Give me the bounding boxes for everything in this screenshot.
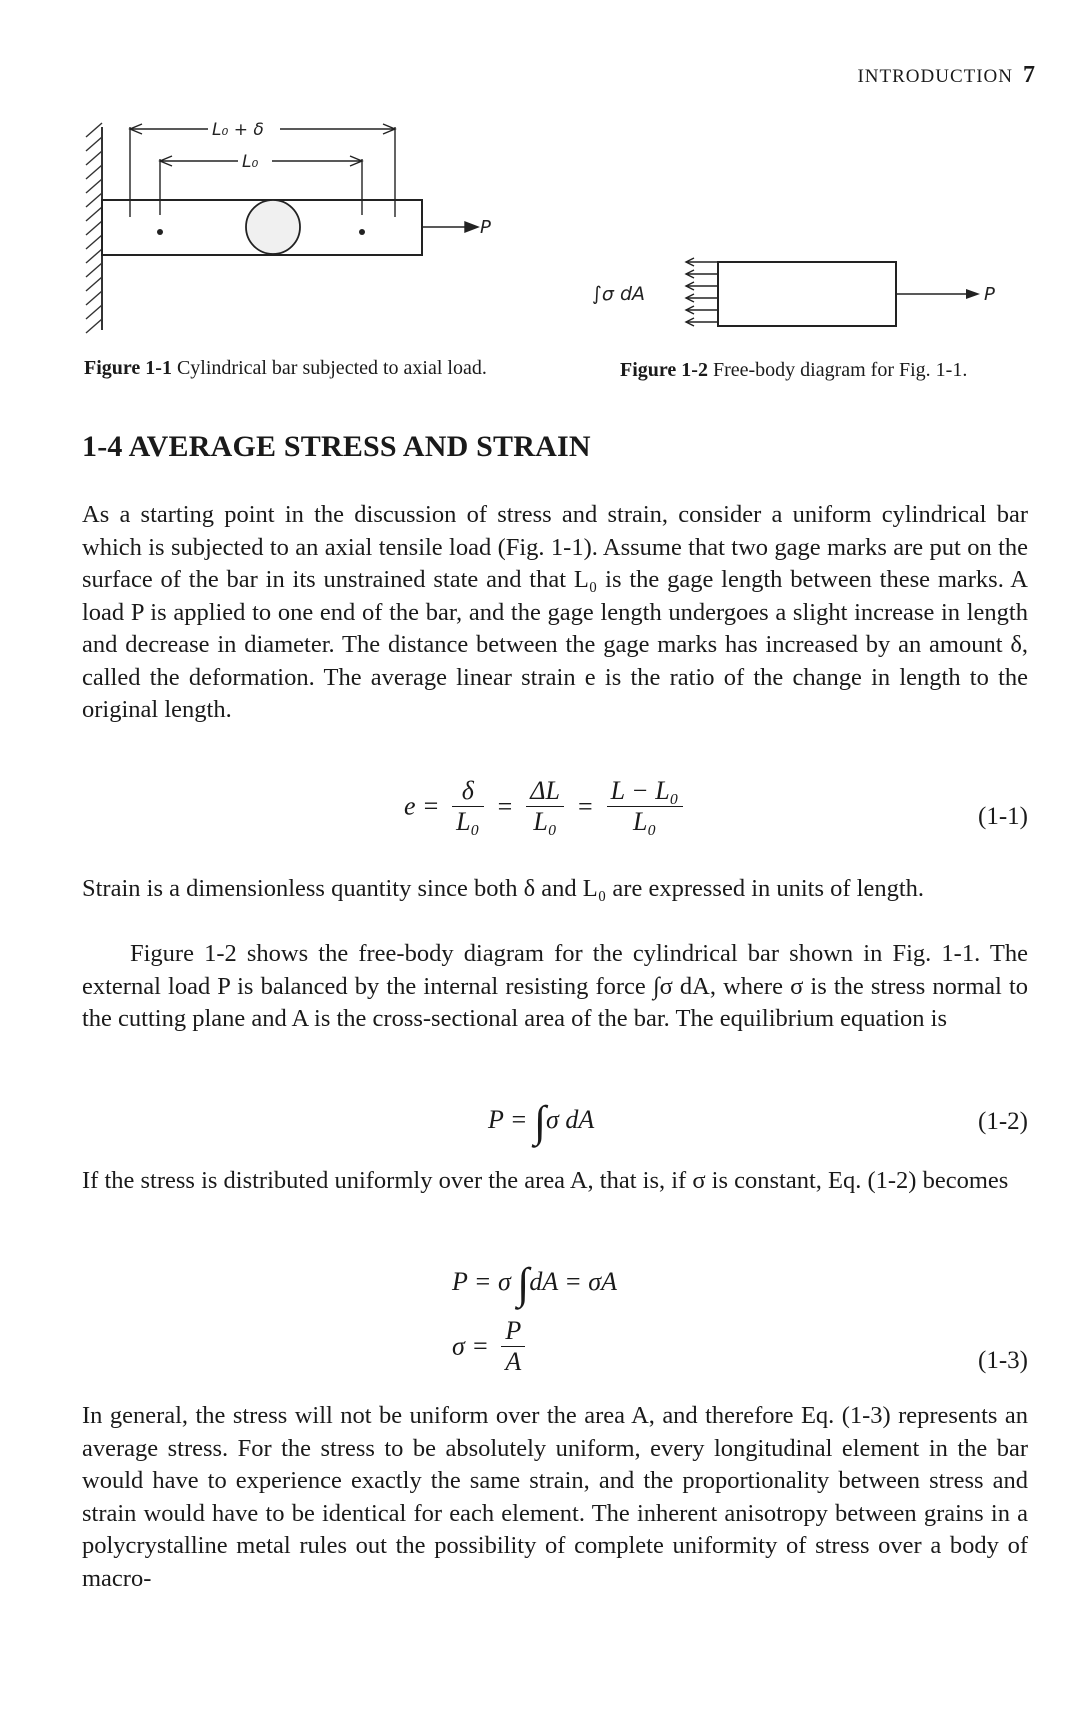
equation-1-3b: [452, 1316, 531, 1377]
eq1-fraction-2: [526, 776, 564, 837]
eq3b-lhs: σ =: [452, 1331, 489, 1361]
eq1-fraction-3: [607, 776, 683, 837]
eq3b-den: A: [505, 1347, 522, 1376]
eq2-integral-sign: ∫: [533, 1097, 547, 1146]
free-body-bar: [718, 262, 896, 326]
page-number: 7: [1023, 62, 1035, 88]
equation-number-1-3: (1-3): [978, 1347, 1028, 1374]
label-integral-sigma-da: ∫σ dA: [592, 283, 646, 305]
paragraph-3: Figure 1-2 shows the free-body diagram for the cylindrical bar shown in Fig. 1-1. The external load P is balanced by the internal resisting force ∫σ dA, where σ is the stress normal to the cutting plane and A is the cross-sectional area of the bar. The equilibrium equation is: [82, 940, 1028, 1032]
figure-1-1-caption-text: Cylindrical bar subjected to axial load.: [176, 357, 487, 379]
paragraph-1: As a starting point in the discussion of stress and strain, consider a uniform cylindrical bar which is subjected to an axial tensile load (Fig. 1-1). Assume that two gage marks are put on the surface of the bar in its unstrained state and that L₀ is the gage length between these marks. A load P is applied to one end of the bar, and the gage length undergoes a slight increase in length and decrease in diameter. The distance between the gage marks has increased by an amount δ, called the deformation. The average linear strain e is the ratio of the change in length to the original length.: [82, 501, 1028, 723]
internal-force-arrows: [686, 258, 718, 326]
label-load-p-2: P: [984, 284, 995, 305]
label-load-p: P: [480, 217, 491, 238]
eq3b-num: P: [501, 1316, 525, 1347]
paragraph-4: If the stress is distributed uniformly over the area A, that is, if σ is constant, Eq. (1-2) becomes: [82, 1167, 1009, 1194]
paragraph-2: Strain is a dimensionless quantity since both δ and L₀ are expressed in units of length.: [82, 875, 925, 902]
figure-1-2-caption: [620, 359, 967, 382]
eq1-f3-num: L − L₀: [607, 776, 683, 807]
figure-1-1-caption-label: Figure 1-1: [84, 357, 172, 379]
eq1-f1-den: L₀: [456, 807, 480, 836]
figure-1-2-caption-text: Free-body diagram for Fig. 1-1.: [712, 359, 968, 381]
eq1-f2-num: ΔL: [526, 776, 564, 807]
equation-1-3a: [452, 1258, 617, 1309]
equation-number-1-2: (1-2): [978, 1108, 1028, 1135]
eq2-lhs: P =: [488, 1105, 528, 1134]
wall-hatching: [86, 123, 102, 333]
running-head-title: INTRODUCTION: [857, 66, 1013, 87]
paragraph-5: In general, the stress will not be uniform over the area A, and therefore Eq. (1-3) represents an average stress. For the stress to be absolutely uniform, every longitudinal element in the bar would have to experience exactly the same strain, and the proportionality between stress and strain would have to be identical for each element. The inherent anisotropy between grains in a polycrystalline metal rules out the possibility of complete uniformity of stress over a body of macro-: [82, 1402, 1028, 1592]
eq3a-lhs: P = σ: [452, 1267, 511, 1296]
equation-number-1-1: (1-1): [978, 803, 1028, 830]
equation-1-1: e = $\frac{\delta}{\text{L₀}}$ = $\frac{\Delta L}{\text{L₀}}$ = $\frac{\text{L − L₀}}{\text{L₀}}$: [404, 776, 689, 837]
running-head: [0, 62, 1035, 89]
eq3a-rhs: dA = σA: [529, 1267, 618, 1296]
eq1-f1-num: δ: [452, 776, 484, 807]
eq1-f3-den: L₀: [632, 807, 657, 836]
gage-mark-left: [157, 229, 163, 235]
label-l0-plus-delta: L₀ + δ: [212, 120, 264, 140]
figure-1-1-diagram: [60, 115, 500, 340]
eq3b-fraction: [501, 1316, 525, 1377]
dimension-lines: [130, 124, 478, 232]
eq1-f2-den: L₀: [533, 807, 557, 836]
cross-section-circle: [246, 200, 300, 254]
eq2-rhs: σ dA: [546, 1105, 595, 1134]
equation-1-2: [488, 1096, 594, 1147]
figure-1-2-diagram: [590, 250, 1010, 340]
eq3a-integral-sign: ∫: [517, 1259, 530, 1308]
figure-1-2-caption-label: Figure 1-2: [620, 359, 708, 381]
gage-mark-right: [359, 229, 365, 235]
figure-1-1-caption: [84, 357, 487, 380]
eq1-lhs: e =: [404, 791, 440, 821]
section-title: 1-4 AVERAGE STRESS AND STRAIN: [82, 430, 591, 463]
label-l0: L₀: [242, 152, 259, 172]
eq1-fraction-1: [452, 776, 484, 837]
